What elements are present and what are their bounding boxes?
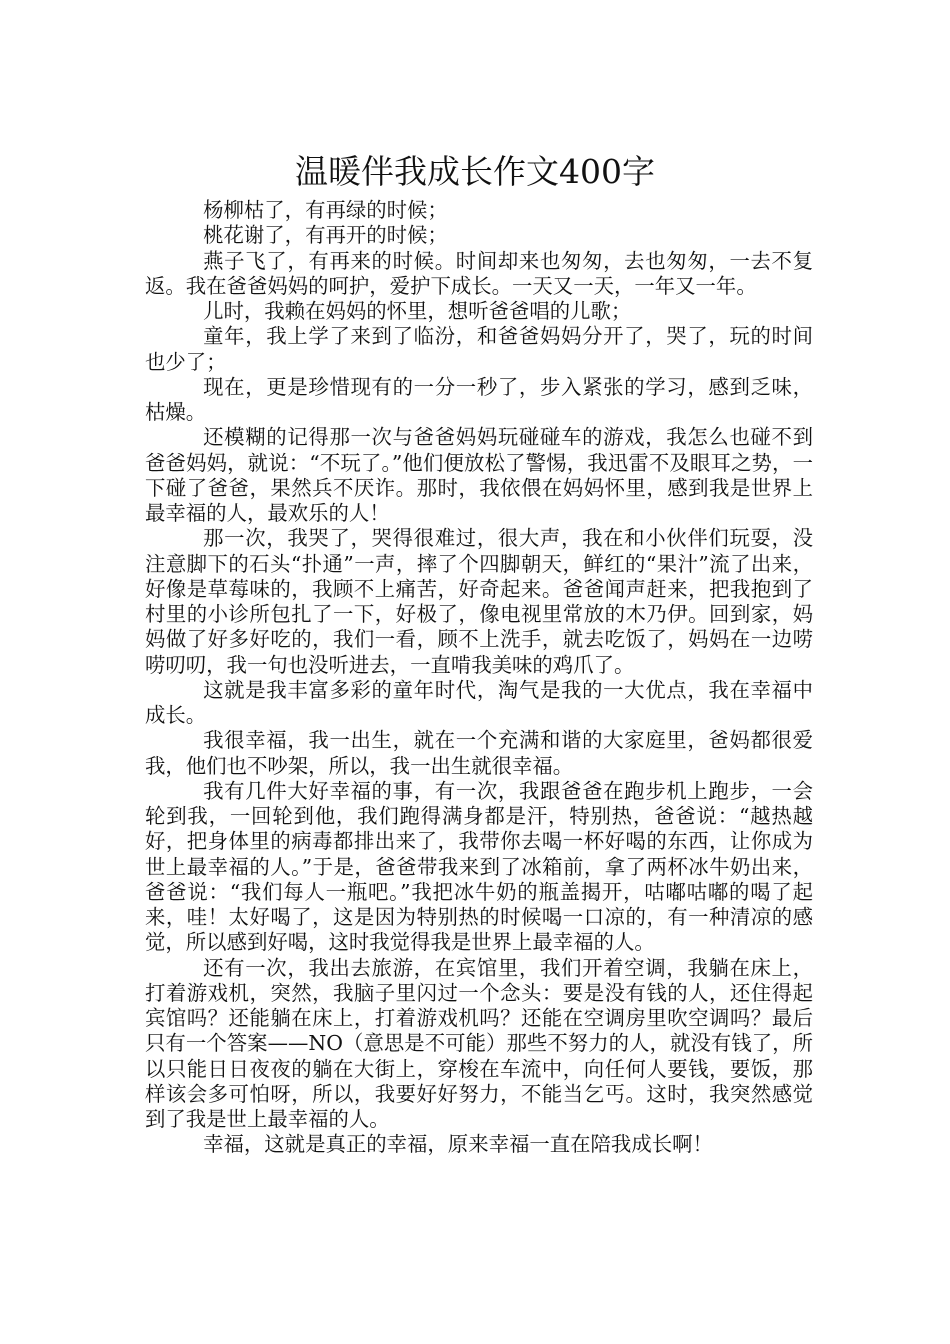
paragraph: 幸福，这就是真正的幸福，原来幸福一直在陪我成长啊！ <box>203 1132 713 1157</box>
paragraph: 桃花谢了，有再开的时候； <box>203 223 448 248</box>
paragraph: 我有几件大好幸福的事，有一次，我跟爸爸在跑步机上跑步，一会轮到我，一回轮到他，我们跑得满身都是汗，特别热，爸爸说：“越热越好，把身体里的病毒都排出来了，我带你去喝一杯好喝的东西，让你成为世上最幸福的人。”于是，爸爸带我来到了冰箱前，拿了两杯冰牛奶出来，爸爸说：“我们每人一瓶吧。”我把冰牛奶的瓶盖揭开，咕嘟咕嘟的喝了起来，哇！太好喝了，这是因为特别热的时候喝一口凉的，有一种清凉的感觉，所以感到好喝，这时我觉得我是世界上最幸福的人。 <box>145 778 813 955</box>
paragraph: 杨柳枯了，有再绿的时候； <box>203 198 448 222</box>
paragraph: 我很幸福，我一出生，就在一个充满和谐的大家庭里，爸妈都很爱我，他们也不吵架，所以，我一出生就很幸福。 <box>145 728 813 778</box>
paragraph: 儿时，我赖在妈妈的怀里，想听爸爸唱的儿歌； <box>203 299 632 323</box>
page-title: 温暖伴我成长作文400字 <box>295 152 655 192</box>
paragraph: 还有一次，我出去旅游，在宾馆里，我们开着空调，我躺在床上，打着游戏机，突然，我脑子里闪过一个念头：要是没有钱的人，还住得起宾馆吗？还能躺在床上，打着游戏机吗？还能在空调房里吹空调吗？最后只有一个答案——NO（意思是不可能）那些不努力的人，就没有钱了，所以只能日日夜夜的躺在大街上，穿梭在车流中，向任何人要钱，要饭，那样该会多可怕呀，所以，我要好好努力，不能当乞丐。这时，我突然感觉到了我是世上最幸福的人。 <box>145 955 813 1131</box>
paragraph: 燕子飞了，有再来的时候。时间却来也匆匆，去也匆匆，一去不复返。我在爸爸妈妈的呵护，爱护下成长。一天又一天，一年又一年。 <box>145 248 813 298</box>
paragraph: 还模糊的记得那一次与爸爸妈妈玩碰碰车的游戏，我怎么也碰不到爸爸妈妈，就说：“不玩了。”他们便放松了警惕，我迅雷不及眼耳之势，一下碰了爸爸，果然兵不厌诈。那时，我依偎在妈妈怀里，感到我是世界上最幸福的人，最欢乐的人！ <box>145 425 813 525</box>
paragraph: 这就是我丰富多彩的童年时代，淘气是我的一大优点，我在幸福中成长。 <box>145 677 813 727</box>
paragraph: 现在，更是珍惜现有的一分一秒了，步入紧张的学习，感到乏味，枯燥。 <box>145 374 813 424</box>
paragraph: 童年，我上学了来到了临汾，和爸爸妈妈分开了，哭了，玩的时间也少了； <box>145 324 813 374</box>
paragraph: 那一次，我哭了，哭得很难过，很大声，我在和小伙伴们玩耍，没注意脚下的石头“扑通”一声，摔了个四脚朝天，鲜红的“果汁”流了出来，好像是草莓味的，我顾不上痛苦，好奇起来。爸爸闻声赶来，把我抱到了村里的小诊所包扎了一下，好极了，像电视里常放的木乃伊。回到家，妈妈做了好多好吃的，我们一看，顾不上洗手，就去吃饭了，妈妈在一边唠唠叨叨，我一句也没听进去，一直啃我美味的鸡爪了。 <box>145 526 813 677</box>
essay-body <box>145 198 813 1158</box>
